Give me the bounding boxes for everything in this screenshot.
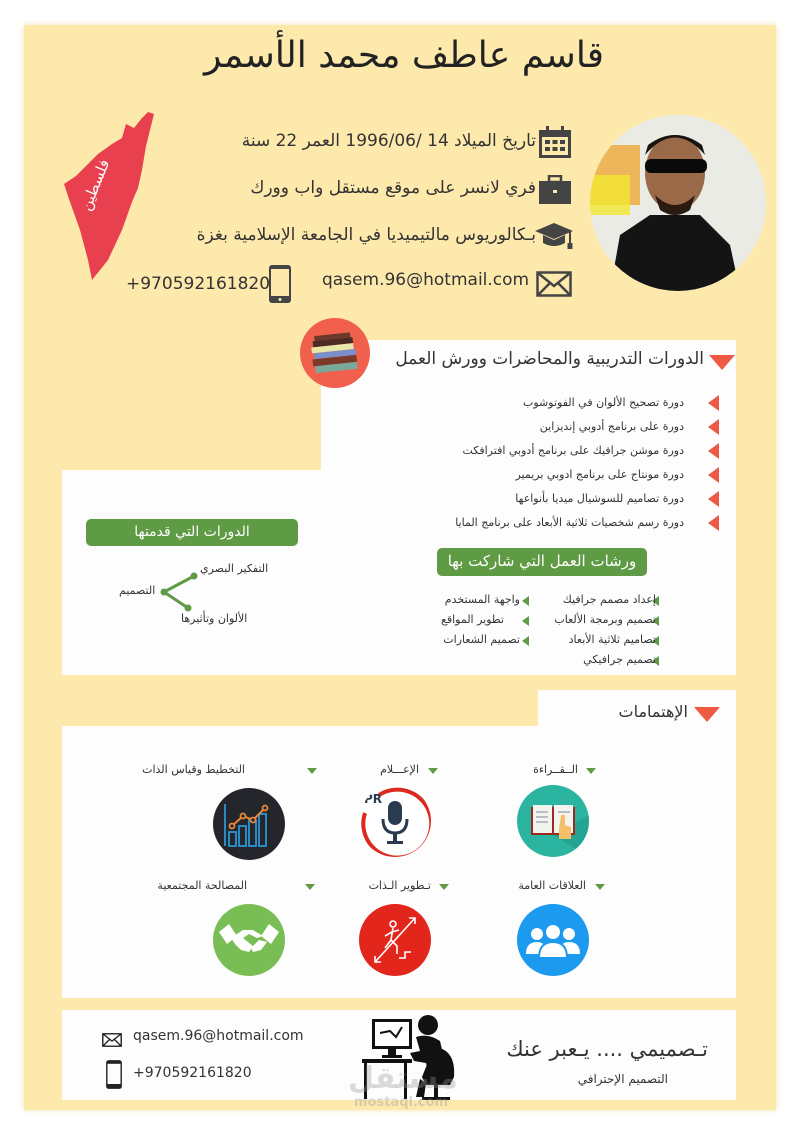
mindmap-root: التصميم [119, 584, 156, 597]
mobile-phone-icon [106, 1060, 122, 1093]
section-marker-icon [694, 707, 720, 722]
avatar [590, 115, 766, 291]
bullet-arrow-icon [522, 596, 529, 606]
workshops-title: ورشات العمل التي شاركت بها [437, 548, 647, 576]
interest-label: الإعـــلام [380, 763, 419, 776]
bullet-arrow-icon [428, 768, 438, 774]
reading-icon [517, 785, 589, 857]
map-label: فلسطين [76, 156, 114, 214]
bullet-arrow-icon [307, 768, 317, 774]
envelope-icon [536, 271, 572, 301]
bullet-arrow-icon [522, 616, 529, 626]
birth-date-text: تاريخ الميلاد 14 /1996/06 العمر 22 سنة [241, 131, 536, 151]
workshop-item: تصميم وبرمجة الألعاب [554, 613, 656, 626]
interest-label: الــقــراءة [533, 763, 578, 776]
workshop-item: واجهة المستخدم [444, 593, 520, 606]
interest-label: التخطيط وقياس الذات [142, 763, 245, 776]
person-name: قاسم عاطف محمد الأسمر [203, 35, 604, 76]
course-item: دورة تصحيح الألوان في الفوتوشوب [523, 396, 684, 409]
calendar-icon [538, 125, 572, 163]
watermark-arabic: مستقل [348, 1061, 458, 1096]
bullet-arrow-icon [708, 395, 719, 411]
email-text: qasem.96@hotmail.com [322, 270, 530, 290]
chart-growth-icon [213, 788, 285, 860]
interests-title: الإهتمامات [618, 702, 688, 721]
training-title: الدورات التدريبية والمحاضرات وورش العمل [395, 349, 704, 369]
bullet-arrow-icon [439, 884, 449, 890]
course-item: دورة تصاميم للسوشيال ميديا بأنواعها [515, 492, 684, 505]
books-icon [300, 318, 370, 388]
course-item: دورة موشن جرافيك على برنامج أدوبي افترافكت [462, 444, 684, 457]
cv-page [24, 25, 776, 1110]
footer-phone: +970592161820 [133, 1065, 252, 1081]
mindmap-connector [160, 568, 200, 617]
education-text: بـكالوريوس مالتيميديا في الجامعة الإسلامية بغزة [196, 225, 536, 245]
palestine-map [62, 110, 156, 282]
mindmap-branch: الألوان وتأثيرها [181, 612, 248, 625]
bullet-arrow-icon [595, 884, 605, 890]
footer-subtitle: التصميم الإحترافي [577, 1072, 668, 1086]
footer-slogan: تـصميمي .... يـعبر عنك [506, 1037, 708, 1061]
footer-email: qasem.96@hotmail.com [133, 1028, 304, 1044]
bullet-arrow-icon [708, 491, 719, 507]
bullet-arrow-icon [708, 443, 719, 459]
workshop-item: إعداد مصمم جرافيك [562, 593, 656, 606]
phone-text: +970592161820 [126, 274, 271, 294]
section-marker-icon [709, 355, 735, 370]
envelope-icon [102, 1032, 122, 1051]
workshop-item: تصميم جرافيكي [583, 653, 656, 666]
workshop-item: تصميم الشعارات [443, 633, 520, 646]
mindmap-branch: التفكير البصري [200, 562, 269, 575]
mobile-phone-icon [268, 264, 292, 308]
climbing-arrow-icon [359, 904, 431, 976]
course-item: دورة رسم شخصيات ثلاثية الأبعاد على برنامج المايا [455, 516, 684, 529]
interest-label: المصالحة المجتمعية [157, 879, 247, 892]
people-group-icon [517, 904, 589, 976]
briefcase-icon [538, 175, 572, 209]
bullet-arrow-icon [708, 419, 719, 435]
course-item: دورة مونتاج على برنامج ادوبي بريمير [515, 468, 684, 481]
svg-text:PR: PR [364, 792, 383, 806]
interest-label: تـطوير الـذات [368, 879, 431, 892]
interest-label: العلاقات العامة [518, 879, 586, 892]
course-item: دورة على برنامج أدوبي إنديزاين [539, 420, 684, 433]
graduation-cap-icon [534, 221, 574, 255]
bullet-arrow-icon [522, 636, 529, 646]
workshop-item: تطوير المواقع [440, 613, 504, 626]
bullet-arrow-icon [305, 884, 315, 890]
bullet-arrow-icon [708, 515, 719, 531]
bullet-arrow-icon [708, 467, 719, 483]
pr-microphone-icon [359, 785, 431, 857]
given-courses-title: الدورات التي قدمتها [86, 519, 298, 546]
handshake-icon [213, 904, 285, 976]
job-text: فري لانسر على موقع مستقل واب وورك [250, 178, 536, 198]
watermark-url: mostaql.com [354, 1095, 449, 1110]
workshop-item: تصاميم ثلاثية الأبعاد [568, 633, 656, 646]
bullet-arrow-icon [586, 768, 596, 774]
